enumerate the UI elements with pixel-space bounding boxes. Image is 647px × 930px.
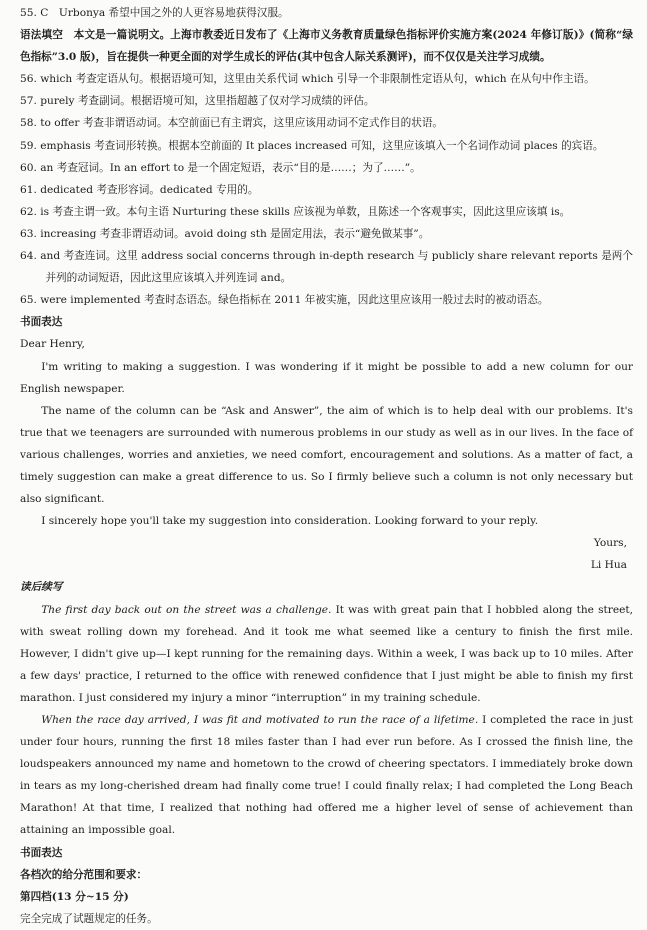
scoring-band-4: 第四档(13 分~15 分): [20, 890, 129, 903]
answer-63: 63. increasing 考查非谓语动词。avoid doing sth 是固定用法，表示“避免做某事”。: [20, 227, 430, 240]
letter-closing: Yours,: [593, 537, 627, 550]
answer-61: 61. dedicated 考查形容词。dedicated 专用的。: [20, 183, 259, 196]
answer-55: 55. C Urbonya 希望中国之外的人更容易地获得汉服。: [20, 7, 289, 19]
answer-62: 62. is 考查主谓一致。本句主语 Nurturing these skills 应该视为单数，且陈述一个客观事实，因此这里应该填 is。: [20, 205, 571, 218]
paragraph-2-lead-sentence: When the race day arrived, I was fit and motivated to run the race of a lifetime.: [41, 714, 479, 726]
letter-salutation: Dear Henry,: [20, 338, 85, 351]
paragraph-1-body: It was with great pain that I hobbled along the street, with sweat rolling down my forehead. And it took me what seemed like a century to finish the first mile. However, I didn't give up—I kept running for the remaining days. Within a week, I was back up to 10 miles. After a few days' practice, I returned to the office with renewed confidence that I just might be able to finish my first marathon. I just considered my injury a minor “interruption” in my training schedule.: [20, 603, 633, 704]
answer-56: 56. which 考查定语从句。根据语境可知，这里由关系代词 which 引导一个非限制性定语从句，which 在从句中作主语。: [20, 73, 595, 86]
paragraph-2-body: I completed the race in just under four hours, running the first 18 miles faster than I had ever run before. As I crossed the finish line, the loudspeakers announced my name and hometown to the crowd of cheering spectators. I immediately broke down in tears as my long-cherished dream had finally come true! I could finally relax; I had completed the Long Beach Marathon! At that time, I realized that nothing had offered me a higher level of sense of achievement than attaining an impossible goal.: [20, 714, 634, 837]
continuation-heading: 读后续写: [20, 581, 63, 594]
answer-65: 65. were implemented 考查时态语态。绿色指标在 2011 年被实施，因此这里应该用一般过去时的被动语态。: [20, 294, 549, 307]
letter-paragraph-3: I sincerely hope you'll take my suggestion into consideration. Looking forward to your reply.: [41, 515, 539, 528]
grammar-fill-summary: 语法填空 本文是一篇说明文。上海市教委近日发布了《上海市义务教育质量绿色指标评价实施方案(2024 年修订版)》(简称“绿色指标”3.0 版)，旨在提供一种更全面的对学生成长的评估(其中包含人际关系测评)，而不仅仅是关注学习成绩。: [20, 29, 633, 64]
letter-paragraph-2: The name of the column can be “Ask and Answer”, the aim of which is to help deal with our problems. It's true that we teenagers are surrounded with numerous problems in our study as well as in our lives. In the face of various challenges, worries and anxieties, we need comfort, encouragement and solutions. As a matter of fact, a timely suggestion can make a great difference to us. So I firmly believe such a column is not only necessary but also significant.: [20, 404, 633, 506]
continuation-paragraph-1: [20, 599, 633, 709]
answer-57: 57. purely 考查副词。根据语境可知，这里指超越了仅对学习成绩的评估。: [20, 95, 375, 108]
scoring-band-4-description: 完全完成了试题规定的任务。: [20, 912, 158, 925]
writing-heading: 书面表达: [20, 316, 63, 329]
continuation-paragraph-2: [20, 709, 633, 842]
answer-59: 59. emphasis 考查词形转换。根据本空前面的 It places increased 可知，这里应该填入一个名词作动词 places 的宾语。: [20, 139, 604, 152]
answer-58: 58. to offer 考查非谓语动词。本空前面已有主谓宾，这里应该用动词不定式作目的状语。: [20, 117, 444, 130]
scoring-subheading: 各档次的给分范围和要求：: [20, 868, 148, 881]
answer-60: 60. an 考查冠词。In an effort to 是一个固定短语，表示“目的是……；为了……”。: [20, 161, 421, 174]
paragraph-1-lead-sentence: The first day back out on the street was a challenge.: [41, 603, 332, 616]
answer-64: 64. and 考查连词。这里 address social concerns through in-depth research 与 publicly share relevant reports 是两个并列的动词短语，因此这里应该填入并列连词 and。: [20, 250, 633, 285]
letter-signature: Li Hua: [590, 559, 627, 572]
letter-paragraph-1: I'm writing to making a suggestion. I was wondering if it might be possible to add a new column for our English newspaper.: [20, 360, 633, 395]
scoring-heading: 书面表达: [20, 846, 63, 859]
